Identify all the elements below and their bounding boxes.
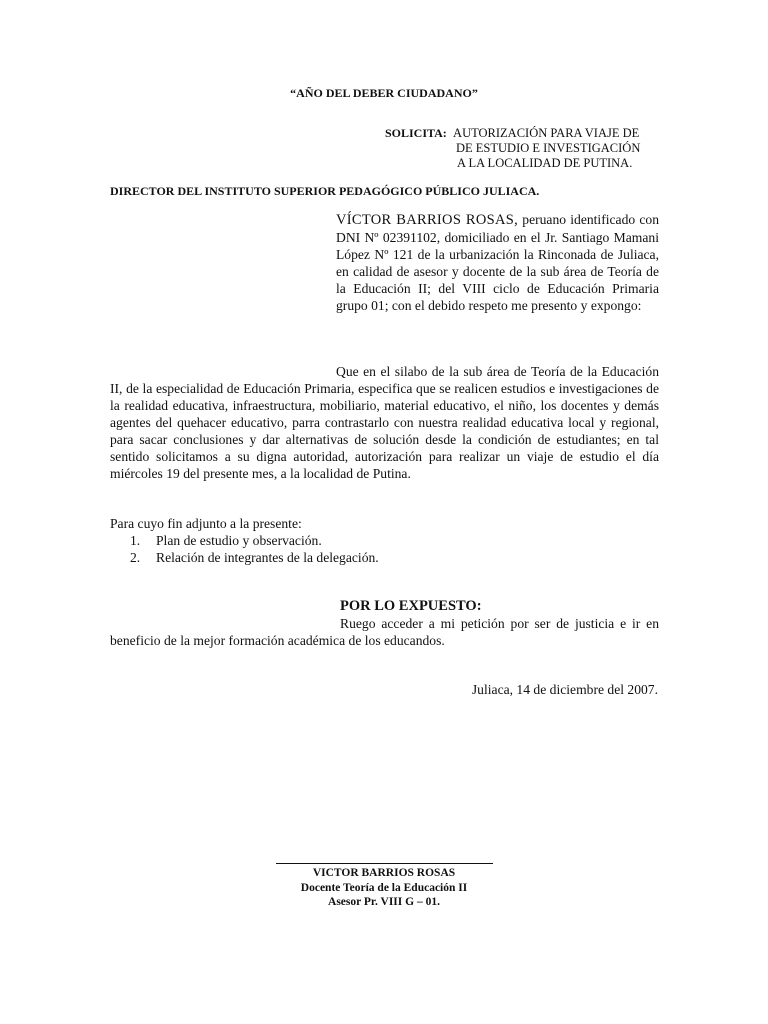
request-line-2: DE ESTUDIO E INVESTIGACIÓN bbox=[456, 141, 641, 155]
request-subject-line-1 bbox=[385, 126, 639, 141]
signature-name: VICTOR BARRIOS ROSAS bbox=[312, 867, 456, 879]
signature-role: Docente Teoría de la Educación II bbox=[300, 881, 468, 894]
list-item bbox=[130, 549, 379, 566]
attachments-intro: Para cuyo fin adjunto a la presente: bbox=[110, 516, 302, 531]
document-motto: “AÑO DEL DEBER CIUDADANO” bbox=[290, 86, 478, 100]
signature-line bbox=[276, 863, 493, 864]
closing-paragraph: Ruego acceder a mi petición por ser de justicia e ir en beneficio de la mejor formación académica de los educandos. bbox=[110, 616, 659, 648]
por-lo-expuesto-heading: POR LO EXPUESTO: bbox=[340, 598, 482, 614]
list-item-number: 2. bbox=[130, 550, 141, 565]
addressee: DIRECTOR DEL INSTITUTO SUPERIOR PEDAGÓGICO PÚBLICO JULIACA. bbox=[110, 184, 540, 198]
request-line-1: AUTORIZACIÓN PARA VIAJE DE bbox=[453, 126, 640, 140]
list-item-text: Plan de estudio y observación. bbox=[156, 533, 322, 548]
request-label: SOLICITA: bbox=[385, 126, 447, 140]
signature-position: Asesor Pr. VIII G – 01. bbox=[328, 896, 440, 908]
applicant-name: VÍCTOR BARRIOS ROSAS, bbox=[336, 212, 519, 228]
intro-paragraph bbox=[336, 211, 659, 314]
attachments-list bbox=[130, 532, 379, 566]
date-line: Juliaca, 14 de diciembre del 2007. bbox=[471, 682, 658, 697]
signature-block bbox=[234, 866, 534, 910]
request-line-3: A LA LOCALIDAD DE PUTINA. bbox=[457, 156, 633, 170]
list-item-number: 1. bbox=[130, 533, 141, 548]
body-paragraph: Que en el silabo de la sub área de Teoría de la Educación II, de la especialidad de Educación Primaria, especifica que se realicen estudios e investigaciones de la realidad educativa, infraestructura, mobiliario, material educativo, el niño, los docentes y demás agentes del quehacer educativo, parra contrastarlo con nuestra realidad educativa local y regional, para sacar conclusiones y dar alternativas de solución desde la condición de estudiantes; en tal sentido solicitamos a su digna autoridad, autorización para realizar un viaje de estudio el día miércoles 19 del presente mes, a la localidad de Putina. bbox=[110, 364, 659, 481]
list-item-text: Relación de integrantes de la delegación. bbox=[156, 550, 379, 565]
intro-text: peruano identificado con DNI Nº 02391102, domiciliado en el Jr. Santiago Mamani López Nº 121 de la urbanización la Rinconada de Juliaca, en calidad de asesor y docente de la sub área de Teoría de la Educación II; del VIII ciclo de Educación Primaria grupo 01; con el debido respeto me presento y expongo: bbox=[336, 212, 659, 313]
list-item bbox=[130, 532, 379, 549]
